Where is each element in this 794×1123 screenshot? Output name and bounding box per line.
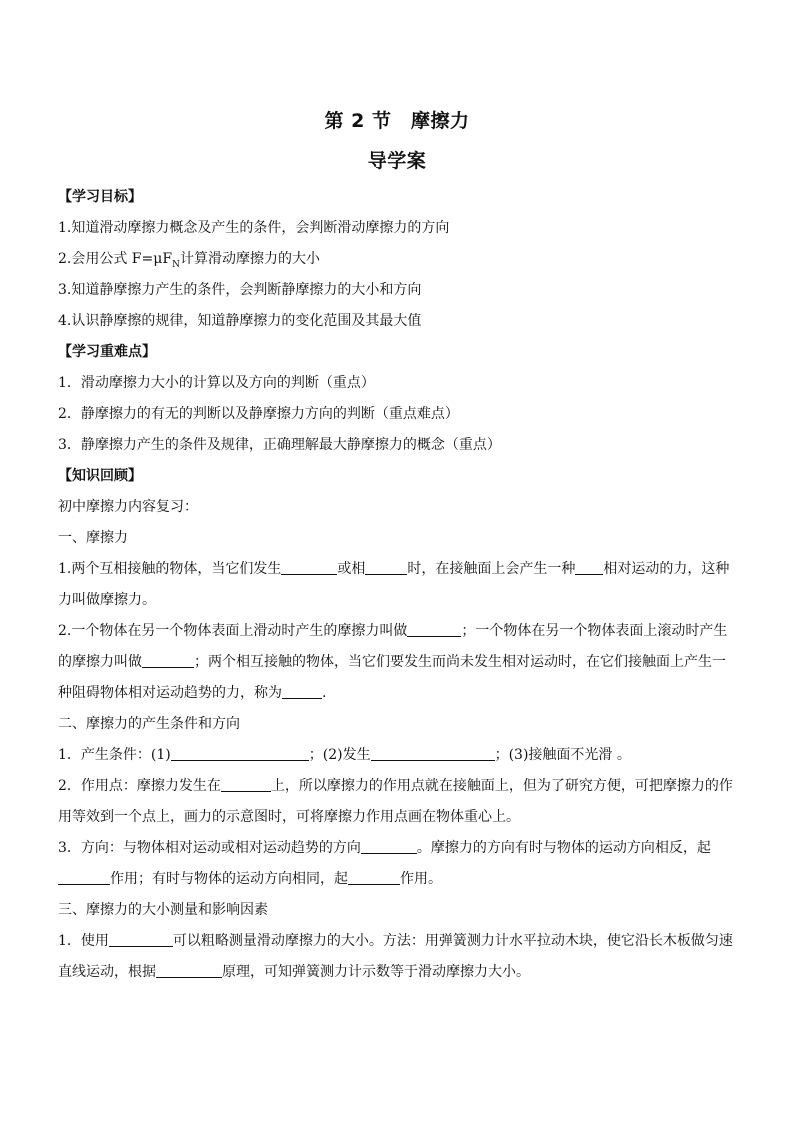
p1-text-b: 或相 bbox=[337, 561, 366, 577]
p2-text-a: 2.一个物体在另一个物体表面上滑动时产生的摩擦力叫做 bbox=[58, 623, 408, 639]
goal-item-1: 1.知道滑动摩擦力概念及产生的条件，会判断滑动摩擦力的方向 bbox=[58, 220, 450, 236]
blank-field[interactable] bbox=[142, 653, 194, 668]
p5-text-b: 。摩擦力的方向有时与物体的运动方向相反，起 bbox=[416, 840, 711, 856]
blank-field[interactable] bbox=[156, 963, 222, 978]
goal-item-4: 4.认识静摩擦的规律，知道静摩擦力的变化范围及其最大值 bbox=[58, 313, 422, 329]
p2-text-d: . bbox=[322, 685, 327, 701]
p3-text-b: ；(2)发生 bbox=[308, 747, 371, 763]
p5-text-a: 3．方向：与物体相对运动或相对运动趋势的方向 bbox=[58, 840, 361, 856]
p4-text-b: 上，所以摩擦力的作用点就在接触面上，但为了研究方便，可把摩擦力的作用等效到一个点上，画力的示意图时，可将摩擦力作用点画在物体重心上。 bbox=[58, 778, 733, 825]
p1-text-d: 相对运动的力，这种力叫做摩擦力。 bbox=[58, 561, 730, 608]
review-intro: 初中摩擦力内容复习： bbox=[58, 499, 198, 515]
page-title: 第 2 节 摩擦力 bbox=[324, 110, 470, 132]
blank-field[interactable] bbox=[365, 560, 407, 575]
blank-field[interactable] bbox=[58, 870, 110, 885]
paragraph-4 bbox=[58, 771, 738, 833]
part3-title: 三、摩擦力的大小测量和影响因素 bbox=[58, 902, 268, 918]
blank-field[interactable] bbox=[361, 839, 417, 854]
p6-text-a: 1．使用 bbox=[58, 933, 109, 949]
part2-title: 二、摩擦力的产生条件和方向 bbox=[58, 716, 240, 732]
p3-text-a: 1．产生条件：(1) bbox=[58, 747, 171, 763]
review-heading: 【知识回顾】 bbox=[58, 468, 142, 484]
blank-field[interactable] bbox=[575, 560, 603, 575]
goals-heading: 【学习目标】 bbox=[58, 189, 142, 205]
paragraph-1 bbox=[58, 554, 738, 616]
blank-field[interactable] bbox=[371, 746, 495, 761]
p4-text-a: 2．作用点：摩擦力发生在 bbox=[58, 778, 221, 794]
blank-field[interactable] bbox=[348, 870, 400, 885]
p1-text-a: 1.两个互相接触的物体，当它们发生 bbox=[58, 561, 282, 577]
p1-text-c: 时，在接触面上会产生一种 bbox=[407, 561, 576, 577]
p5-text-d: 作用。 bbox=[400, 871, 442, 887]
paragraph-5 bbox=[58, 833, 738, 895]
goal-item-2-subscript: N bbox=[172, 259, 180, 270]
page-subtitle: 导学案 bbox=[367, 150, 427, 172]
blank-field[interactable] bbox=[407, 622, 461, 637]
p6-text-b: 可以粗略测量滑动摩擦力的大小。方法：用弹簧测力计水平拉动木块，使它沿长木板做匀速直线运动，根据 bbox=[58, 933, 733, 980]
p3-text-c: ；(3)接触面不光滑 。 bbox=[494, 747, 631, 763]
goal-item-3: 3.知道静摩擦力产生的条件，会判断静摩擦力的大小和方向 bbox=[58, 282, 422, 298]
key-point-2: 2．静摩擦力的有无的判断以及静摩擦力方向的判断（重点难点） bbox=[58, 406, 459, 422]
blank-field[interactable] bbox=[109, 932, 173, 947]
p5-text-c: 作用；有时与物体的运动方向相同，起 bbox=[110, 871, 348, 887]
p2-text-b: ；一个物体在另一个物体表面上滚动时产生的摩擦力叫做 bbox=[58, 623, 728, 670]
key-point-1: 1．滑动摩擦力大小的计算以及方向的判断（重点） bbox=[58, 375, 375, 391]
paragraph-2 bbox=[58, 616, 738, 709]
p6-text-c: 原理，可知弹簧测力计示数等于滑动摩擦力大小。 bbox=[222, 964, 530, 980]
blank-field[interactable] bbox=[281, 560, 337, 575]
part1-title: 一、摩擦力 bbox=[58, 530, 128, 546]
goal-item-2 bbox=[58, 244, 738, 275]
blank-field[interactable] bbox=[282, 684, 322, 699]
key-points-heading: 【学习重难点】 bbox=[58, 344, 156, 360]
goal-item-2-prefix: 2.会用公式 F=μF bbox=[58, 251, 173, 267]
document-body bbox=[58, 182, 738, 988]
blank-field[interactable] bbox=[171, 746, 309, 761]
paragraph-6 bbox=[58, 926, 738, 988]
key-point-3: 3．静摩擦力产生的条件及规律，正确理解最大静摩擦力的概念（重点） bbox=[58, 437, 501, 453]
goal-item-2-suffix: 计算滑动摩擦力的大小 bbox=[179, 251, 320, 267]
blank-field[interactable] bbox=[221, 777, 271, 792]
p2-text-c: ；两个相互接触的物体，当它们要发生而尚未发生相对运动时，在它们接触面上产生一种阻碍物体相对运动趋势的力，称为 bbox=[58, 654, 726, 701]
paragraph-3 bbox=[58, 740, 738, 771]
